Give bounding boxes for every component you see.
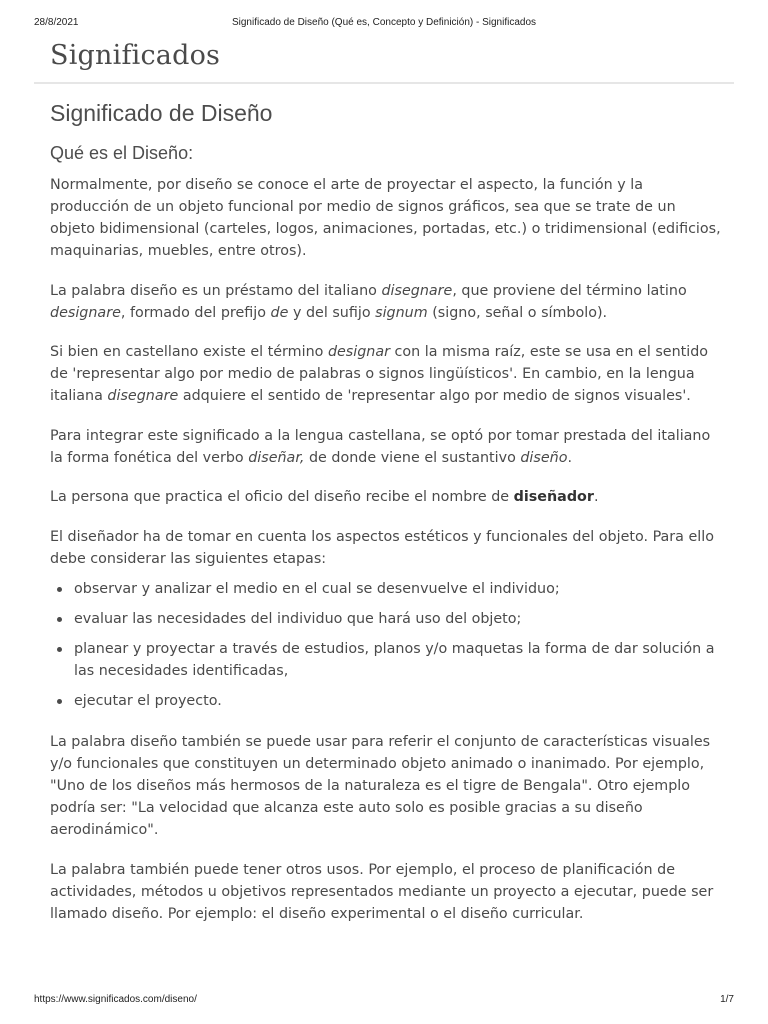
term-diseno: diseño bbox=[520, 449, 568, 466]
paragraph-etapas-intro: El diseñador ha de tomar en cuenta los aspectos estéticos y funcionales del objeto. Para ello debe considerar las siguientes etapas: bbox=[50, 528, 714, 567]
paragraph-disenador: La persona que practica el oficio del diseño recibe el nombre de diseñador. bbox=[50, 489, 599, 505]
print-page-title: Significado de Diseño (Qué es, Concepto y Definición) - Significados bbox=[231, 17, 537, 28]
term-designar: designar bbox=[327, 344, 391, 360]
paragraph-definition: Normalmente, por diseño se conoce el arte de proyectar el aspecto, la función y la producción de un objeto funcional por medio de signos gráficos, sea que se trate de un objeto bidimensional (carteles, logos, animaciones, portadas, etc.) o tridimensional (edificios, maquinarias, muebles, entre otros). bbox=[50, 177, 721, 259]
article-title: Significado de Diseño bbox=[50, 100, 273, 126]
list-item: ejecutar el proyecto. bbox=[74, 690, 722, 712]
paragraph-designar: Si bien en castellano existe el término designar con la misma raíz, este se usa en el sentido de 'representar algo por medio de palabras o signos lingüísticos'. En cambio, en la lengua italiana disegnare adquiere el sentido de 'representar algo por medio de signos visuales'. bbox=[50, 344, 709, 404]
site-header bbox=[34, 36, 734, 84]
list-item: evaluar las necesidades del individuo que hará uso del objeto; bbox=[74, 608, 722, 630]
list-item: observar y analizar el medio en el cual se desenvuelve el individuo; bbox=[74, 578, 722, 600]
article-subtitle: Qué es el Diseño: bbox=[50, 143, 194, 163]
term-disegnare: disegnare bbox=[381, 282, 453, 299]
paragraph-otros-usos: La palabra también puede tener otros usos. Por ejemplo, el proceso de planificación de actividades, métodos u objetivos representados mediante un proyecto a ejecutar, puede ser llamado diseño. Por ejemplo: el diseño experimental o el diseño curricular. bbox=[50, 861, 714, 922]
list-item: planear y proyectar a través de estudios, planos y/o maquetas la forma de dar solución a las necesidades identificadas, bbox=[74, 638, 722, 682]
print-header bbox=[34, 17, 734, 31]
print-date: 28/8/2021 bbox=[34, 17, 79, 28]
term-disegnare-2: disegnare bbox=[107, 388, 179, 404]
term-signum: signum bbox=[375, 304, 428, 321]
term-de: de bbox=[270, 304, 289, 321]
paragraph-caracteristicas: La palabra diseño también se puede usar para referir el conjunto de características visuales y/o funcionales que constituyen un determinado objeto animado o inanimado. Por ejemplo, "Uno de los diseños más hermosos de la naturaleza es el tigre de Bengala". Otro ejemplo podría ser: "La velocidad que alcanza este auto solo es posible gracias a su diseño aerodinámico". bbox=[50, 734, 711, 838]
paragraph-etymology: La palabra diseño es un préstamo del italiano disegnare, que proviene del término latino designare, formado del prefijo de y del sufijo signum (signo, señal o símbolo). bbox=[50, 282, 687, 321]
page-number: 1/7 bbox=[720, 994, 734, 1005]
term-designare: designare bbox=[50, 304, 121, 321]
site-logo[interactable]: Significados bbox=[50, 40, 221, 71]
print-footer bbox=[34, 994, 734, 1008]
term-disenador: diseñador bbox=[513, 489, 594, 505]
article-content bbox=[50, 98, 722, 942]
stages-list bbox=[50, 578, 722, 712]
term-disenar: diseñar, bbox=[248, 449, 305, 466]
paragraph-castellano: Para integrar este significado a la lengua castellana, se optó por tomar prestada del italiano la forma fonética del verbo diseñar, de donde viene el sustantivo diseño. bbox=[50, 427, 711, 466]
page-url[interactable]: https://www.significados.com/diseno/ bbox=[34, 994, 197, 1005]
